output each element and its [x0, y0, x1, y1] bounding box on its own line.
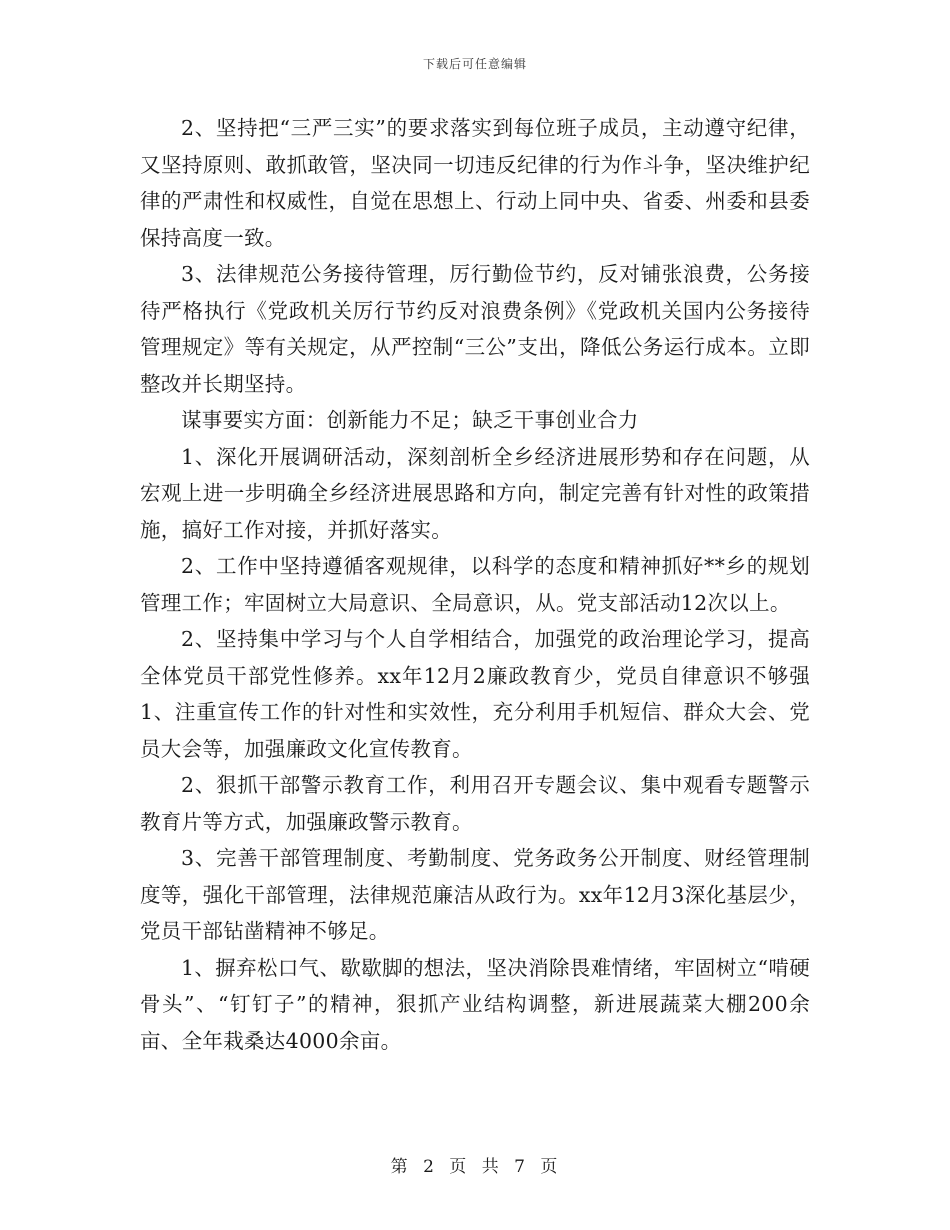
paragraph: 2、狠抓干部警示教育工作，利用召开专题会议、集中观看专题警示教育片等方式，加强廉政警示教育。 [140, 773, 810, 834]
section-heading: 谋事要实方面：创新能力不足；缺乏干事创业合力 [181, 408, 639, 432]
paragraph: 1、摒弃松口气、歇歇脚的想法，坚决消除畏难情绪，牢固树立“啃硬骨头”、“钉钉子”的精神，狠抓产业结构调整，新进展蔬菜大棚200余亩、全年栽桑达4000余亩。 [140, 955, 810, 1053]
page-number: 第 2 页 共 7 页 [390, 1157, 560, 1177]
paragraph: 1、深化开展调研活动，深刻剖析全乡经济进展形势和存在问题，从宏观上进一步明确全乡经济进展思路和方向，制定完善有针对性的政策措施，搞好工作对接，并抓好落实。 [140, 444, 810, 542]
paragraph: 3、法律规范公务接待管理，厉行勤俭节约，反对铺张浪费，公务接待严格执行《党政机关厉行节约反对浪费条例》《党政机关国内公务接待管理规定》等有关规定，从严控制“三公”支出，降低公务运行成本。立即整改并长期坚持。 [140, 262, 810, 396]
paragraph: 2、工作中坚持遵循客观规律，以科学的态度和精神抓好**乡的规划管理工作；牢固树立大局意识、全局意识，从。党支部活动12次以上。 [140, 554, 810, 615]
paragraph: 2、坚持集中学习与个人自学相结合，加强党的政治理论学习，提高全体党员干部党性修养。xx年12月2廉政教育少，党员自律意识不够强1、注重宣传工作的针对性和实效性，充分利用手机短信、群众大会、党员大会等，加强廉政文化宣传教育。 [140, 627, 810, 761]
header-note: 下载后可任意编辑 [422, 57, 527, 71]
paragraph: 2、坚持把“三严三实”的要求落实到每位班子成员，主动遵守纪律，又坚持原则、敢抓敢管，坚决同一切违反纪律的行为作斗争，坚决维护纪律的严肃性和权威性，自觉在思想上、行动上同中央、省委、州委和县委保持高度一致。 [140, 116, 810, 250]
document-body [140, 110, 810, 1059]
paragraph: 3、完善干部管理制度、考勤制度、党务政务公开制度、财经管理制度等，强化干部管理，法律规范廉洁从政行为。xx年12月3深化基层少，党员干部钻凿精神不够足。 [140, 846, 810, 943]
